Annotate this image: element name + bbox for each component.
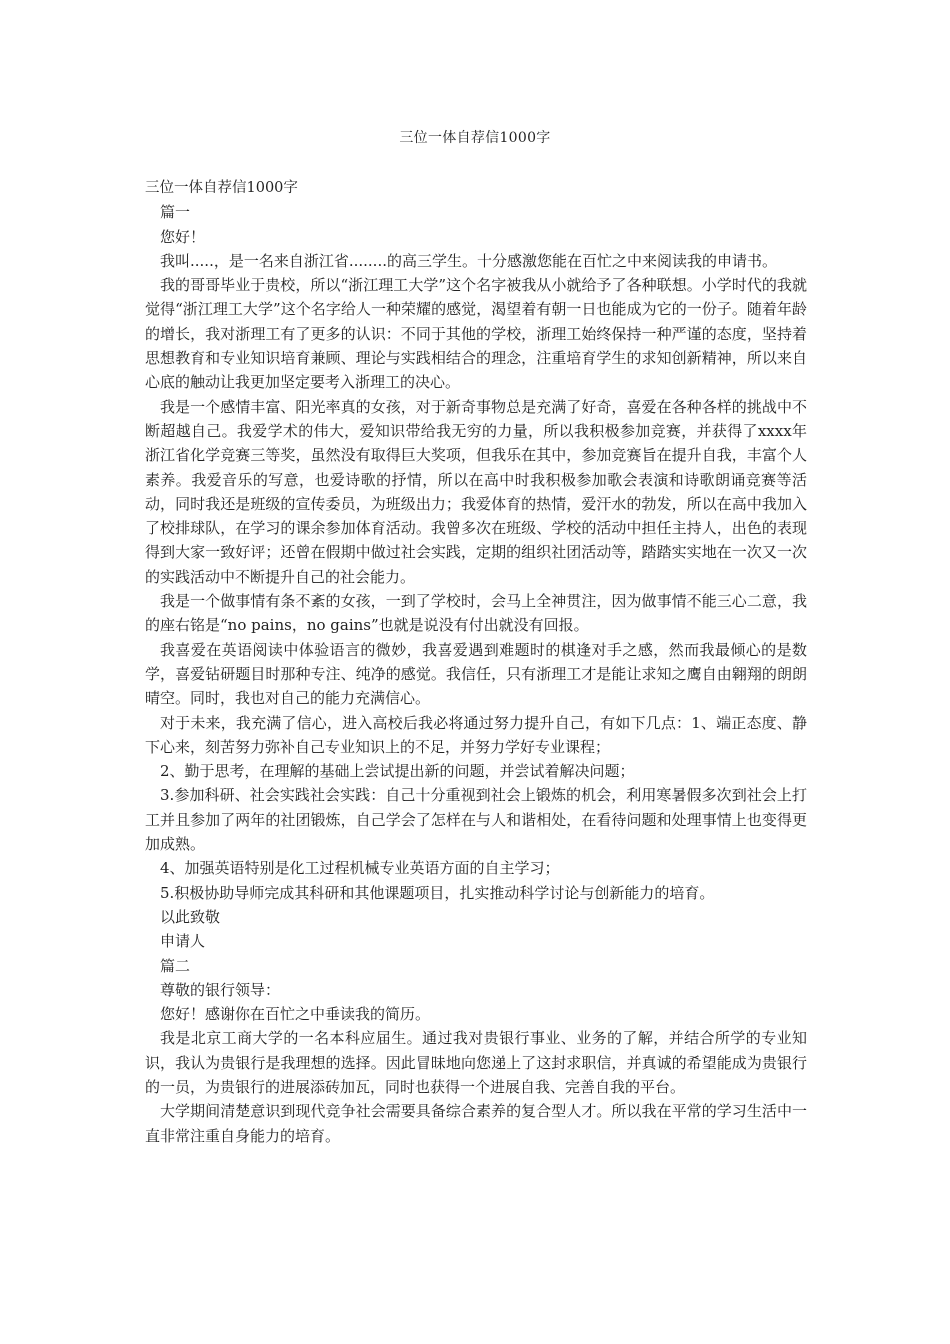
list-item: 4、加强英语特别是化工过程机械专业英语方面的自主学习； [160,859,560,878]
section-label-1: 篇一 [160,203,191,222]
document-title: 三位一体自荐信1000字 [399,130,551,146]
paragraph: 我是一个做事情有条不紊的女孩，一到了学校时，会马上全神贯注，因为做事情不能三心二意，我的座右铭是“no pains，no gains”也就是说没有付出就没有回报。 [145,592,807,635]
list-item: 3.参加科研、社会实践社会实践：自己十分重视到社会上锻炼的机会，利用寒暑假多次到社会上打工并且参加了两年的社团锻炼，自己学会了怎样在与人和谐相处，在看待问题和处理事情上也变得更加成熟。 [145,786,807,854]
greeting: 您好！感谢你在百忙之中垂读我的简历。 [160,1005,431,1024]
section-label-2: 篇二 [160,956,191,975]
paragraph: 大学期间清楚意识到现代竞争社会需要具备综合素养的复合型人才。所以我在平常的学习生活中一直非常注重自身能力的培育。 [145,1102,807,1145]
paragraph: 我的哥哥毕业于贵校，所以“浙江理工大学”这个名字被我从小就给予了各种联想。小学时代的我就觉得“浙江理工大学”这个名字给人一种荣耀的感觉，渴望着有朝一日也能成为它的一份子。随着年龄的增长，我对浙理工有了更多的认识：不同于其他的学校，浙理工始终保持一种严谨的态度，坚持着思想教育和专业知识培育兼顾、理论与实践相结合的理念，注重培育学生的求知创新精神，所以来自心底的触动让我更加坚定要考入浙理工的决心。 [145,276,807,392]
greeting: 您好！ [160,227,206,246]
list-item: 2、勤于思考，在理解的基础上尝试提出新的问题，并尝试着解决问题； [160,762,635,781]
paragraph: 我是一个感情丰富、阳光率真的女孩，对于新奇事物总是充满了好奇，喜爱在各种各样的挑战中不断超越自己。我爱学术的伟大，爱知识带给我无穷的力量，所以我积极参加竞赛，并获得了xxxx年浙江省化学竞赛三等奖，虽然没有取得巨大奖项，但我乐在其中，参加竞赛旨在提升自我，丰富个人素养。我爱音乐的写意，也爱诗歌的抒情，所以在高中时我积极参加歌会表演和诗歌朗诵竞赛等活动，同时我还是班级的宣传委员，为班级出力；我爱体育的热情，爱汗水的勃发，所以在高中我加入了校排球队，在学习的课余参加体育活动。我曾多次在班级、学校的活动中担任主持人，出色的表现得到大家一致好评；还曾在假期中做过社会实践，定期的组织社团活动等，踏踏实实地在一次又一次的实践活动中不断提升自己的社会能力。 [145,397,807,586]
salutation: 尊敬的银行领导： [160,980,281,999]
closing: 以此致敬 [160,907,221,926]
paragraph: 我是北京工商大学的一名本科应届生。通过我对贵银行事业、业务的了解，并结合所学的专业知识，我认为贵银行是我理想的选择。因此冒昧地向您递上了这封求职信，并真诚的希望能成为贵银行的一员，为贵银行的进展添砖加瓦，同时也获得一个进展自我、完善自我的平台。 [145,1029,807,1096]
signature: 申请人 [160,932,206,951]
paragraph: 对于未来，我充满了信心，进入高校后我必将通过努力提升自己，有如下几点：1、端正态度、静下心来，刻苦努力弥补自己专业知识上的不足，并努力学好专业课程； [145,713,807,756]
document-body [145,176,807,1148]
paragraph: 我喜爱在英语阅读中体验语言的微妙，我喜爱遇到难题时的棋逢对手之感，然而我最倾心的是数学，喜爱钻研题目时那种专注、纯净的感觉。我信任，只有浙理工才是能让求知之鹰自由翱翔的朗朗晴空。同时，我也对自己的能力充满信心。 [145,640,807,708]
paragraph: 我叫.....，是一名来自浙江省........的高三学生。十分感激您能在百忙之中来阅读我的申请书。 [160,251,777,270]
list-item: 5.积极协助导师完成其科研和其他课题项目，扎实推动科学讨论与创新能力的培育。 [160,883,715,902]
body-heading: 三位一体自荐信1000字 [145,180,298,196]
